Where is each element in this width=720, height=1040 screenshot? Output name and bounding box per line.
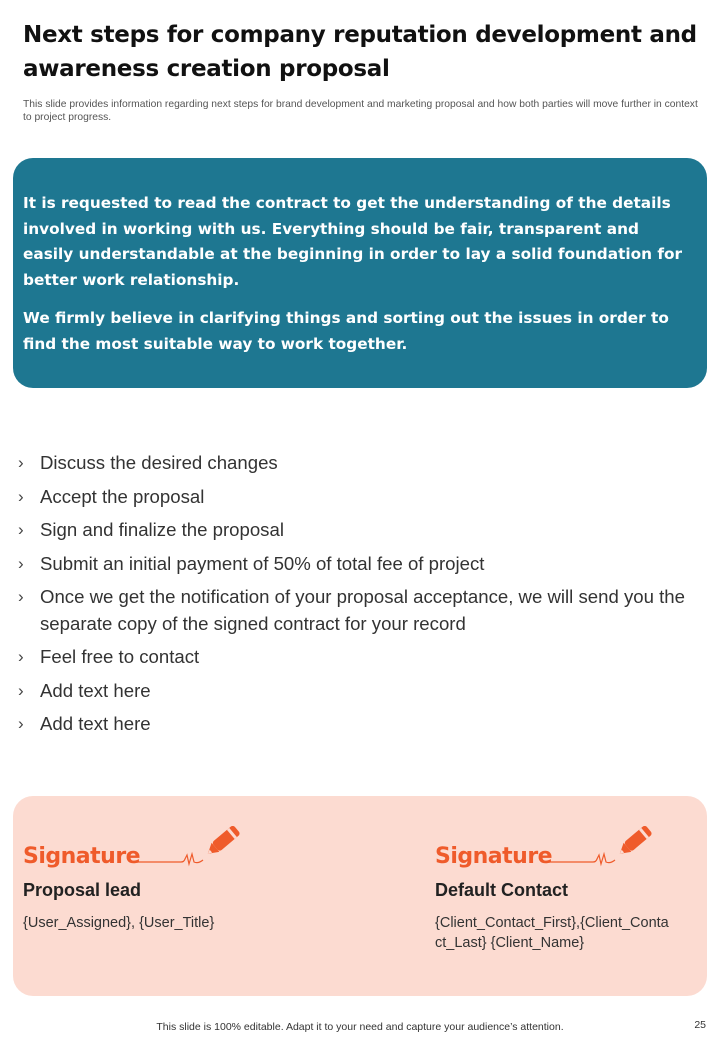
list-item: › Submit an initial payment of 50% of total fee of project <box>18 551 698 578</box>
page-number: 25 <box>694 1019 706 1031</box>
chevron-right-icon: › <box>18 453 24 472</box>
chevron-right-icon: › <box>18 680 24 700</box>
callout-paragraph-2: We firmly believe in clarifying things and sorting out the issues in order to find the most suitable way to work together. <box>23 308 669 353</box>
chevron-right-icon: › <box>18 486 24 506</box>
chevron-right-icon: › <box>18 714 24 733</box>
signature-line <box>23 826 283 872</box>
list-item: › Once we get the notification of your proposal acceptance, we will send you the separate copy of the signed contract for your record <box>18 586 685 634</box>
page-title: Next steps for company reputation development and awareness creation proposal <box>23 22 697 82</box>
list-item: › Accept the proposal <box>18 484 698 511</box>
signature-panel <box>13 796 707 996</box>
list-item: › Add text here <box>18 711 698 738</box>
signer-details: {Client_Contact_First},{Client_Contact_Last} {Client_Name} <box>435 915 669 951</box>
list-item: › Discuss the desired changes <box>18 450 698 477</box>
signature-label: Signature <box>23 844 141 869</box>
signer-role: Default Contact <box>435 880 569 900</box>
list-item: › Sign and finalize the proposal <box>18 517 698 544</box>
chevron-right-icon: › <box>18 587 24 606</box>
chevron-right-icon: › <box>18 553 24 573</box>
footer-note: This slide is 100% editable. Adapt it to your need and capture your audience’s attention. <box>156 1021 564 1033</box>
signature-block-proposal-lead <box>23 826 283 933</box>
pen-icon <box>435 826 665 874</box>
chevron-right-icon: › <box>18 520 24 539</box>
next-steps-list <box>18 450 698 745</box>
signer-details: {User_Assigned}, {User_Title} <box>23 915 215 931</box>
page-subtitle: This slide provides information regarding next steps for brand development and marketing proposal and how both parties will move further in context to project progress. <box>23 99 698 123</box>
signer-role: Proposal lead <box>23 880 142 900</box>
chevron-right-icon: › <box>18 647 24 666</box>
list-item: › Feel free to contact <box>18 644 698 671</box>
signature-line <box>435 826 695 872</box>
list-item: › Add text here <box>18 678 698 705</box>
signature-label: Signature <box>435 844 553 869</box>
pen-icon <box>23 826 253 874</box>
callout-paragraph-1: It is requested to read the contract to get the understanding of the details involved in working with us. Everything should be fair, transparent and easily understandable at the beginning in order to lay a solid foundation for better work relationship. <box>23 194 683 290</box>
signature-block-default-contact <box>435 826 695 953</box>
intro-callout <box>13 158 707 388</box>
